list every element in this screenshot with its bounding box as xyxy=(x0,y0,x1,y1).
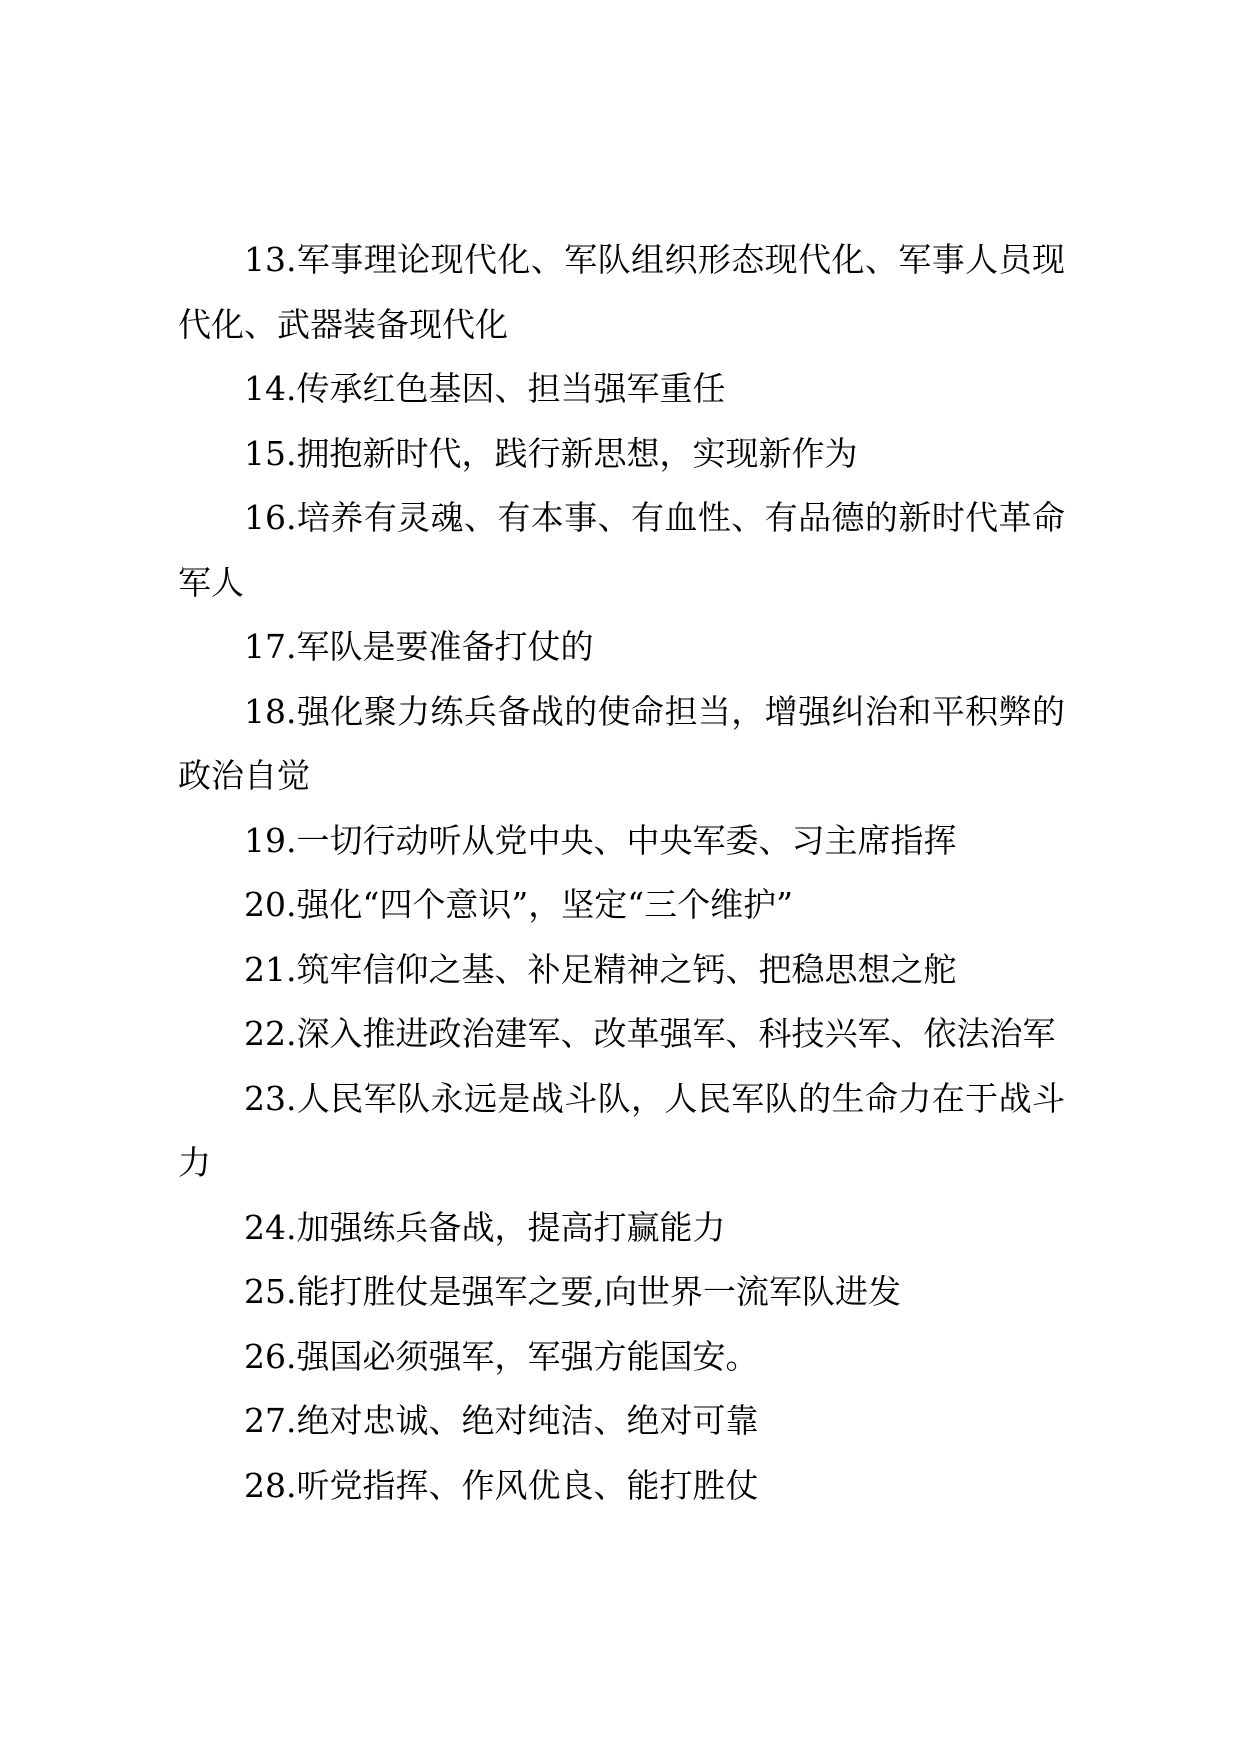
list-item: 20.强化“四个意识”，坚定“三个维护” xyxy=(244,885,793,924)
list-item: 15.拥抱新时代，践行新思想，实现新作为 xyxy=(244,433,858,473)
list-item: 25.能打胜仗是强军之要,向世界一流军队进发 xyxy=(244,1272,901,1311)
list-item: 13.军事理论现代化、军队组织形态现代化、军事人员现代化、武器装备现代化 xyxy=(178,240,1065,344)
list-item: 18.强化聚力练兵备战的使命担当，增强纠治和平积弊的政治自觉 xyxy=(178,691,1065,795)
list-item: 21.筑牢信仰之基、补足精神之钙、把稳思想之舵 xyxy=(244,949,957,989)
list-item: 22.深入推进政治建军、改革强军、科技兴军、依法治军 xyxy=(244,1014,1056,1053)
list-item: 19.一切行动听从党中央、中央军委、习主席指挥 xyxy=(244,820,957,860)
list-item: 24.加强练兵备战，提高打赢能力 xyxy=(244,1207,726,1247)
list-item: 23.人民军队永远是战斗队，人民军队的生命力在于战斗力 xyxy=(178,1078,1065,1182)
list-item: 16.培养有灵魂、有本事、有血性、有品德的新时代革命军人 xyxy=(178,498,1065,602)
list-item: 26.强国必须强军，军强方能国安。 xyxy=(244,1336,759,1376)
document-body xyxy=(178,228,1065,1518)
list-item: 28.听党指挥、作风优良、能打胜仗 xyxy=(244,1465,759,1505)
list-item: 14.传承红色基因、担当强军重任 xyxy=(244,369,726,408)
list-item: 17.军队是要准备打仗的 xyxy=(244,627,594,666)
list-item: 27.绝对忠诚、绝对纯洁、绝对可靠 xyxy=(244,1401,759,1440)
